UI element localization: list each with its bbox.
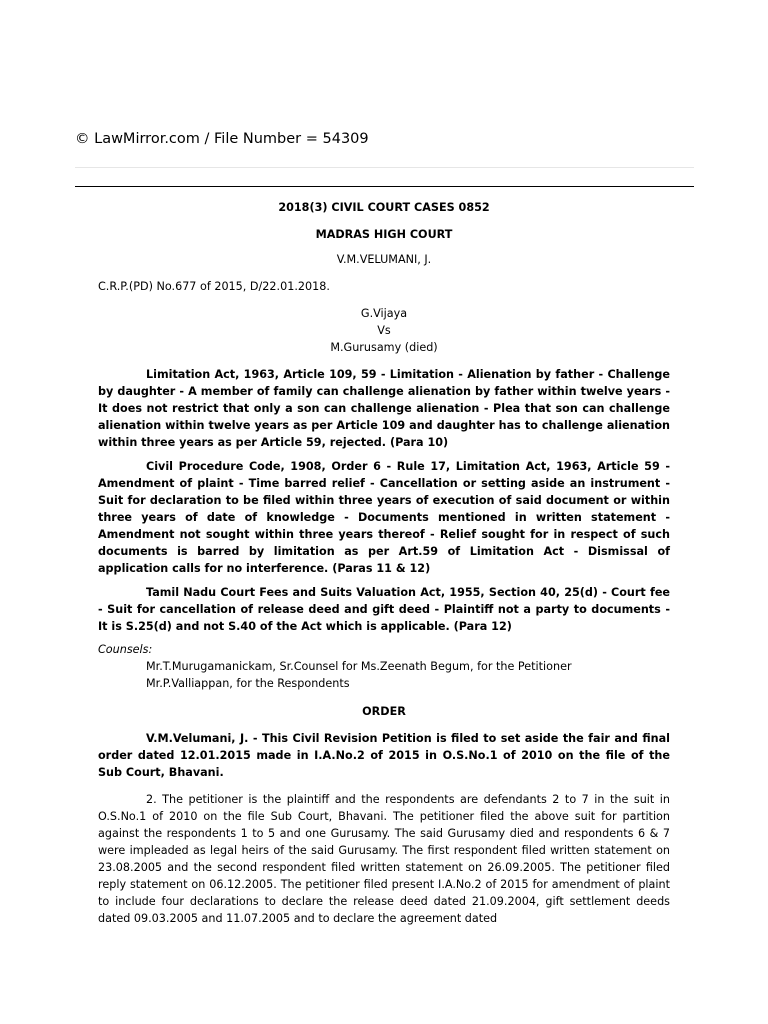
order-heading: ORDER — [362, 705, 406, 718]
headnote-2: Civil Procedure Code, 1908, Order 6 - Rule 17, Limitation Act, 1963, Article 59 - Amendment of plaint - Time barred relief - Cancellation or setting aside an instrument - Suit for declaration to be filed within three years of execution of said document or within three years of date of knowledge - Documents mentioned in written statement - Amendment not sought within three years thereof - Relief sought for in respect of such documents is barred by limitation as per Art.59 of Limitation Act - Dismissal of application calls for no interference. (Paras 11 & 12) — [98, 460, 670, 575]
petitioner-name: G.Vijaya — [360, 307, 408, 320]
case-citation: 2018(3) CIVIL COURT CASES 0852 — [278, 201, 490, 214]
file-header: © LawMirror.com / File Number = 54309 — [75, 131, 369, 147]
counsel-petitioner: Mr.T.Murugamanickam, Sr.Counsel for Ms.Zeenath Begum, for the Petitioner — [146, 660, 572, 673]
judge-name: V.M.VELUMANI, J. — [336, 253, 432, 266]
paragraph-2: 2. The petitioner is the plaintiff and the respondents are defendants 2 to 7 in the suit in O.S.No.1 of 2010 on the file Sub Court, Bhavani. The petitioner filed the above suit for partition against the respondents 1 to 5 and one Gurusamy. The said Gurusamy died and respondents 6 & 7 were impleaded as legal heirs of the said Gurusamy. The first respondent filed written statement on 23.08.2005 and the second respondent filed written statement on 26.09.2005. The petitioner filed reply statement on 06.12.2005. The petitioner filed present I.A.No.2 of 2015 for amendment of plaint to include four declarations to declare the release deed dated 21.09.2004, gift settlement deeds dated 09.03.2005 and 11.07.2005 and to declare the agreement dated — [98, 793, 670, 925]
judgment-document — [98, 199, 670, 927]
parties-block — [98, 305, 670, 356]
order-judge-name: V.M.Velumani, J. — [146, 732, 249, 745]
header-divider — [75, 186, 694, 187]
headnote-1: Limitation Act, 1963, Article 109, 59 - Limitation - Alienation by father - Challenge by daughter - A member of family can challenge alienation by father within twelve years - It does not restrict that only a son can challenge alienation - Plea that son can challenge alienation within twelve years as per Article 109 and daughter has to challenge alienation within three years as per Article 59, rejected. (Para 10) — [98, 368, 670, 449]
respondent-name: M.Gurusamy (died) — [330, 341, 438, 354]
versus-label: Vs — [377, 324, 391, 337]
header-divider-light — [75, 167, 694, 168]
order-intro-text: - This Civil Revision Petition is filed to set aside the fair and final order dated 12.01.2015 made in I.A.No.2 of 2015 in O.S.No.1 of 2010 on the file of the Sub Court, Bhavani. — [98, 732, 670, 779]
counsel-respondents: Mr.P.Valliappan, for the Respondents — [146, 677, 350, 690]
order-intro — [98, 730, 670, 781]
court-name: MADRAS HIGH COURT — [315, 228, 453, 241]
counsels-label: Counsels: — [98, 643, 153, 656]
headnote-3: Tamil Nadu Court Fees and Suits Valuation Act, 1955, Section 40, 25(d) - Court fee - Suit for cancellation of release deed and gift deed - Plaintiff not a party to documents - It is S.25(d) and not S.40 of the Act which is applicable. (Para 12) — [98, 586, 670, 633]
case-number: C.R.P.(PD) No.677 of 2015, D/22.01.2018. — [98, 280, 330, 293]
